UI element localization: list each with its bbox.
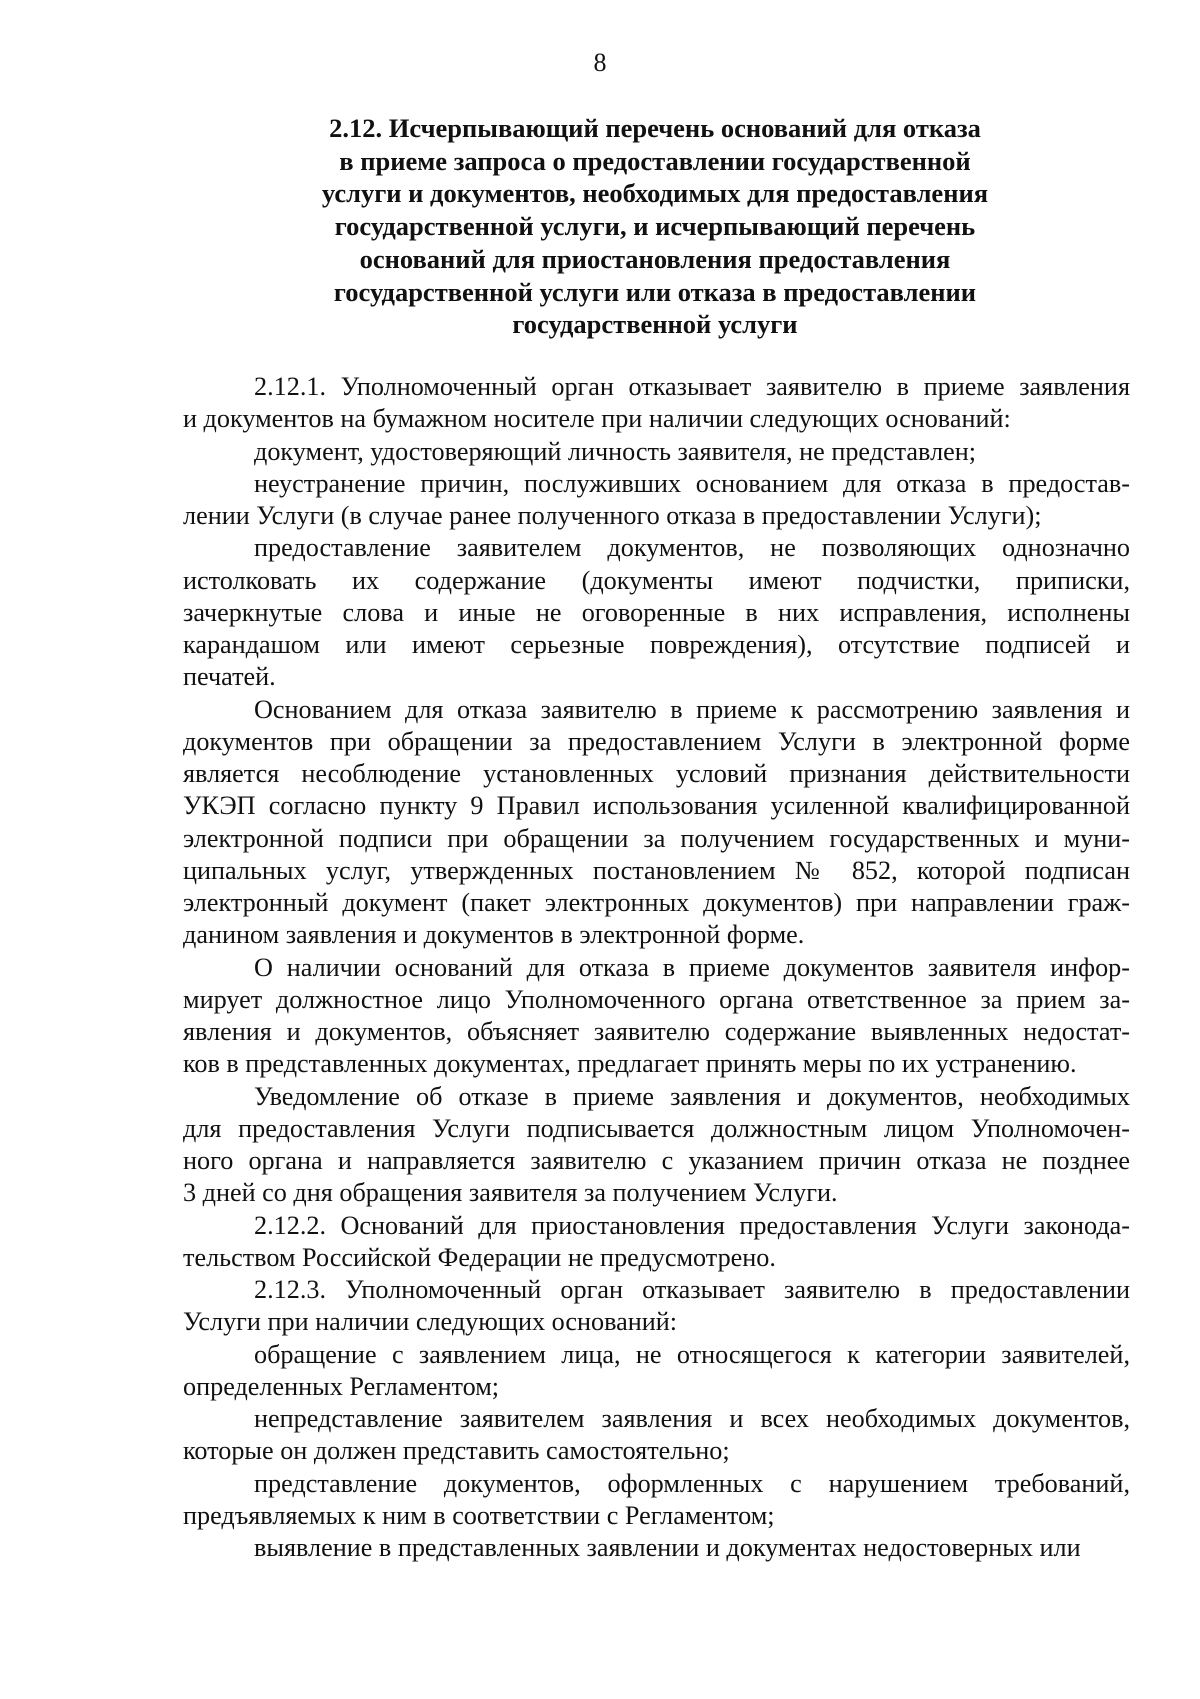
text-line: ципальных услуг, утвержденных постановлением № 852, которой подписан	[183, 855, 1130, 885]
heading-line: 2.12. Исчерпывающий перечень оснований для отказа	[329, 113, 981, 143]
text-line: 2.12.2. Оснований для приостановления предоставления Услуги законода-	[254, 1210, 1130, 1240]
heading-line: государственной услуги или отказа в предоставлении	[333, 276, 977, 307]
paragraph	[183, 952, 1130, 1081]
text-line: печатей.	[183, 662, 276, 692]
text-line: 3 дней со дня обращения заявителя за получением Услуги.	[183, 1178, 838, 1208]
text-line: явления и документов, объясняет заявителю содержание выявленных недостат-	[183, 1017, 1130, 1046]
paragraph	[183, 532, 1130, 693]
text-line: ков в представленных документах, предлагает принять меры по их устранению.	[183, 1049, 1077, 1079]
text-line: электронный документ (пакет электронных документов) при направлении граж-	[183, 888, 1130, 917]
heading-line: государственной услуги, и исчерпывающий перечень	[334, 211, 976, 242]
text-line: Услуги при наличии следующих оснований:	[183, 1307, 678, 1337]
text-line: О наличии оснований для отказа в приеме документов заявителя инфор-	[254, 952, 1130, 982]
text-line: зачеркнутые слова и иные не оговоренные в них исправления, исполнены	[183, 597, 1130, 627]
text-line: непредставление заявителем заявления и всех необходимых документов,	[254, 1404, 1130, 1433]
text-line: неустранение причин, послуживших основанием для отказа в предостав-	[254, 468, 1130, 498]
text-line: ного органа и направляется заявителю с указанием причин отказа не позднее	[183, 1146, 1130, 1175]
text-line: мирует должностное лицо Уполномоченного органа ответственное за прием за-	[183, 984, 1130, 1014]
paragraph	[183, 1210, 1130, 1275]
text-line: тельством Российской Федерации не предусмотрено.	[183, 1242, 776, 1272]
text-line: обращение с заявлением лица, не относящегося к категории заявителей,	[254, 1339, 1130, 1369]
body-text	[183, 371, 1130, 1564]
text-line: Уведомление об отказе в приеме заявления и документов, необходимых	[254, 1081, 1130, 1111]
text-line: УКЭП согласно пункту 9 Правил использования усиленной квалифицированной	[183, 791, 1130, 821]
paragraph	[183, 1274, 1130, 1339]
text-line: документ, удостоверяющий личность заявителя, не представлен;	[254, 436, 977, 466]
text-line: истолковать их содержание (документы имеют подчистки, приписки,	[183, 565, 1130, 595]
paragraph	[183, 694, 1130, 952]
text-line: карандашом или имеют серьезные повреждения), отсутствие подписей и	[183, 630, 1130, 659]
text-line: документов при обращении за предоставлением Услуги в электронной форме	[183, 726, 1130, 756]
text-line: определенных Регламентом;	[183, 1371, 500, 1401]
text-line: Основанием для отказа заявителю в приеме к рассмотрению заявления и	[254, 694, 1130, 724]
paragraph	[183, 468, 1130, 533]
text-line: 2.12.3. Уполномоченный орган отказывает заявителю в предоставлении	[254, 1275, 1130, 1304]
paragraph	[183, 1468, 1130, 1533]
text-line: лении Услуги (в случае ранее полученного отказа в предоставлении Услуги);	[183, 501, 1042, 530]
heading-line: государственной услуги	[512, 309, 798, 340]
paragraph	[183, 1532, 1130, 1564]
text-line: представление документов, оформленных с нарушением требований,	[254, 1468, 1130, 1498]
text-line: предоставление заявителем документов, не позволяющих однозначно	[254, 533, 1130, 563]
text-line: которые он должен представить самостоятельно;	[183, 1436, 730, 1466]
text-line: данином заявления и документов в электронной форме.	[183, 920, 805, 950]
paragraph	[183, 1403, 1130, 1468]
text-line: и документов на бумажном носителе при наличии следующих оснований:	[183, 404, 1011, 434]
paragraph	[183, 1339, 1130, 1404]
paragraph	[183, 371, 1130, 436]
heading-line: оснований для приостановления предоставления	[359, 243, 951, 274]
text-line: является несоблюдение установленных условий признания действительности	[183, 759, 1130, 788]
text-line: для предоставления Услуги подписывается должностным лицом Уполномочен-	[183, 1113, 1130, 1143]
text-line: электронной подписи при обращении за получением государственных и муни-	[183, 823, 1130, 853]
text-line: выявление в представленных заявлении и документах недостоверных или	[254, 1533, 1081, 1562]
paragraph	[183, 1081, 1130, 1210]
text-line: предъявляемых к ним в соответствии с Регламентом;	[183, 1500, 775, 1530]
heading-line: услуги и документов, необходимых для предоставления	[321, 178, 989, 209]
paragraph	[183, 436, 1130, 468]
text-line: 2.12.1. Уполномоченный орган отказывает заявителю в приеме заявления	[254, 372, 1130, 401]
heading-line: в приеме запроса о предоставлении государственной	[339, 145, 971, 176]
section-heading	[290, 112, 1020, 341]
page-number: 8	[593, 48, 607, 77]
